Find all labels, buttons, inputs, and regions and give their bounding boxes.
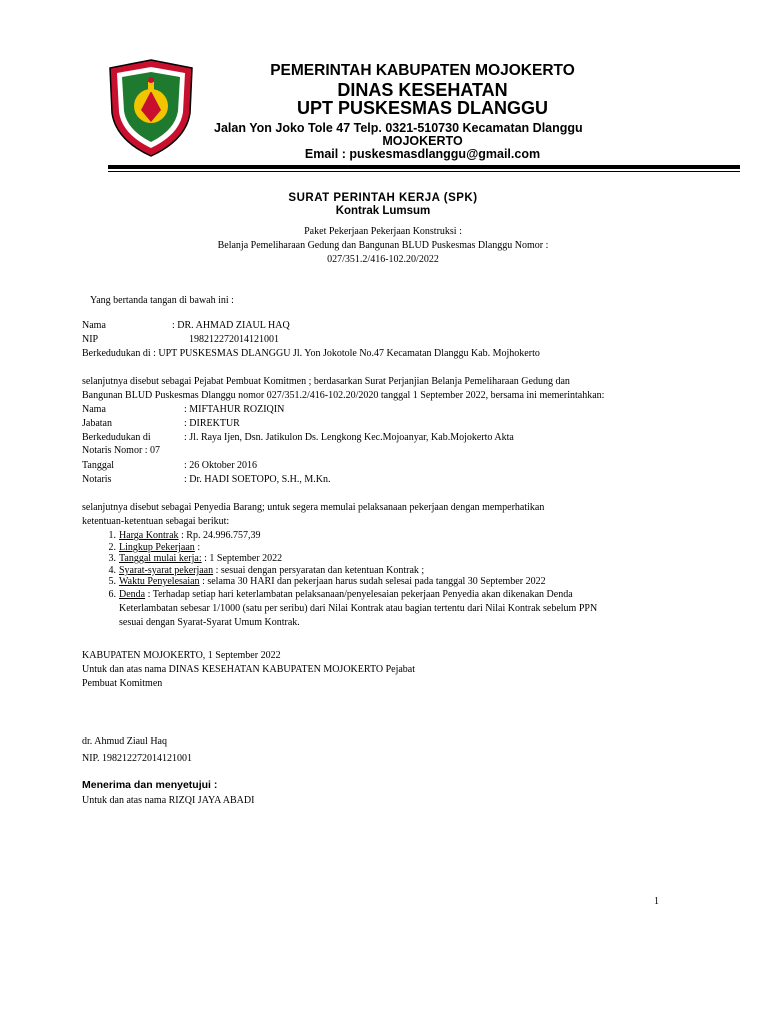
- paket-number: 027/351.2/416-102.20/2022: [327, 254, 439, 265]
- term-label: Lingkup Pekerjaan: [119, 542, 195, 553]
- term-number: 2.: [108, 542, 116, 553]
- term-label: Syarat-syarat pekerjaan: [119, 565, 214, 576]
- term-value: : 1 September 2022: [201, 553, 283, 564]
- letterhead-government: PEMERINTAH KABUPATEN MOJOKERTO: [270, 62, 575, 79]
- official-nama-value: : DR. AHMAD ZIAUL HAQ: [172, 320, 290, 331]
- term-label: Waktu Penyelesaian: [119, 576, 200, 587]
- letterhead-city: MOJOKERTO: [382, 134, 463, 148]
- term-label: Denda: [119, 589, 146, 600]
- provider-notaris-row: [82, 473, 331, 486]
- provider-kedudukan-row: [82, 431, 514, 444]
- document-title: SURAT PERINTAH KERJA (SPK): [288, 192, 478, 204]
- term-number: 4.: [108, 565, 116, 576]
- term-number: 6.: [108, 589, 116, 600]
- provider-nama-row: [82, 403, 284, 416]
- provider-kedudukan-value: : Jl. Raya Ijen, Dsn. Jatikulon Ds. Lengkong Kec.Mojoanyar, Kab.Mojokerto Akta: [184, 432, 514, 443]
- provider-tanggal-row: [82, 459, 257, 472]
- term-value: :: [194, 542, 201, 553]
- letterhead-unit: UPT PUSKESMAS DLANGGU: [296, 98, 548, 118]
- official-nip-value: 198212272014121001: [189, 334, 279, 345]
- paket-line-1: Paket Pekerjaan Pekerjaan Konstruksi :: [304, 226, 462, 237]
- closing-on-behalf-2: Pembuat Komitmen: [82, 678, 163, 689]
- term-value: : Terhadap setiap hari keterlambatan pelaksanaan/penyelesaian pekerjaan Penyedia akan dikenakan Denda: [145, 589, 573, 600]
- term-value: : sesuai dengan persyaratan dan ketentuan Kontrak ;: [213, 565, 425, 576]
- signer-nip: NIP. 198212272014121001: [82, 753, 193, 764]
- pejabat-text-line-2: Bangunan BLUD Puskesmas Dlanggu nomor 027/351.2/416-102.20/2020 tanggal 1 September 2022, bersama ini memerintahkan:: [82, 390, 605, 401]
- provider-nama-value: : MIFTAHUR ROZIQIN: [184, 404, 285, 415]
- letterhead-address: Jalan Yon Joko Tole 47 Telp. 0321-510730 Kecamatan Dlanggu: [214, 121, 583, 135]
- provider-kedudukan-label: Berkedudukan di: [82, 432, 151, 443]
- provider-tanggal-label: Tanggal: [82, 460, 115, 471]
- term-denda: [119, 589, 573, 601]
- intro-text: Yang bertanda tangan di bawah ini :: [90, 295, 234, 306]
- term-number: 3.: [108, 553, 116, 564]
- provider-notaris-value: : Dr. HADI SOETOPO, S.H., M.Kn.: [184, 474, 331, 485]
- provider-jabatan-row: [82, 417, 240, 430]
- provider-nama-label: Nama: [82, 404, 106, 415]
- term-tanggal-mulai: [119, 553, 282, 565]
- official-kedudukan: Berkedudukan di : UPT PUSKESMAS DLANGGU Jl. Yon Jokotole No.47 Kecamatan Dlanggu Kab. Mojhokerto: [82, 348, 540, 359]
- document-subtitle: Kontrak Lumsum: [335, 205, 431, 217]
- provider-notaris-label: Notaris: [82, 474, 112, 485]
- term-label: Tanggal mulai kerja:: [119, 553, 202, 564]
- letterhead-rule-thin: [108, 171, 740, 172]
- provider-jabatan-value: : DIREKTUR: [184, 418, 240, 429]
- term-number: 1.: [108, 530, 116, 541]
- accept-label: Menerima dan menyetujui :: [82, 779, 218, 791]
- provider-jabatan-label: Jabatan: [82, 418, 112, 429]
- term-waktu-penyelesaian: [119, 576, 546, 588]
- official-nama-label: Nama: [82, 320, 106, 331]
- denda-continuation-1: Keterlambatan sebesar 1/1000 (satu per seribu) dari Nilai Kontrak atau bagian tertentu dari Nilai Kontrak sebelum PPN: [119, 603, 598, 614]
- denda-continuation-2: sesuai dengan Syarat-Syarat Umum Kontrak.: [119, 617, 300, 628]
- term-number: 5.: [108, 576, 116, 587]
- official-nip-label: NIP: [82, 334, 99, 345]
- term-value: : selama 30 HARI dan pekerjaan harus sudah selesai pada tanggal 30 September 2022: [199, 576, 546, 587]
- letterhead-agency: DINAS KESEHATAN: [337, 80, 508, 100]
- term-label: Harga Kontrak: [119, 530, 179, 541]
- closing-on-behalf-1: Untuk dan atas nama DINAS KESEHATAN KABUPATEN MOJOKERTO Pejabat: [82, 664, 416, 675]
- paket-line-2: Belanja Pemeliharaan Gedung dan Bangunan BLUD Puskesmas Dlanggu Nomor :: [217, 240, 549, 251]
- signer-name: dr. Ahmud Ziaul Haq: [82, 736, 167, 747]
- accept-on-behalf: Untuk dan atas nama RIZQI JAYA ABADI: [82, 795, 255, 806]
- term-value: : Rp. 24.996.757,39: [178, 530, 261, 541]
- kabupaten-mojokerto-emblem: [106, 58, 196, 158]
- penyedia-text-line-1: selanjutnya disebut sebagai Penyedia Barang; untuk segera memulai pelaksanaan pekerjaan dengan memperhatikan: [82, 502, 545, 513]
- provider-tanggal-value: : 26 Oktober 2016: [184, 460, 258, 471]
- penyedia-text-line-2: ketentuan-ketentuan sebagai berikut:: [82, 516, 230, 527]
- official-nip-row: [82, 333, 279, 346]
- official-nama-row: [82, 319, 290, 332]
- term-harga-kontrak: [119, 530, 260, 542]
- closing-place-date: KABUPATEN MOJOKERTO, 1 September 2022: [82, 650, 281, 661]
- pejabat-text-line-1: selanjutnya disebut sebagai Pejabat Pembuat Komitmen ; berdasarkan Surat Perjanjian Belanja Pemeliharaan Gedung dan: [82, 376, 570, 387]
- letterhead-email: Email : puskesmasdlanggu@gmail.com: [304, 147, 541, 161]
- page-number: 1: [654, 896, 659, 907]
- letterhead-rule-thick: [108, 165, 740, 169]
- provider-notaris-nomor: Notaris Nomor : 07: [82, 445, 161, 456]
